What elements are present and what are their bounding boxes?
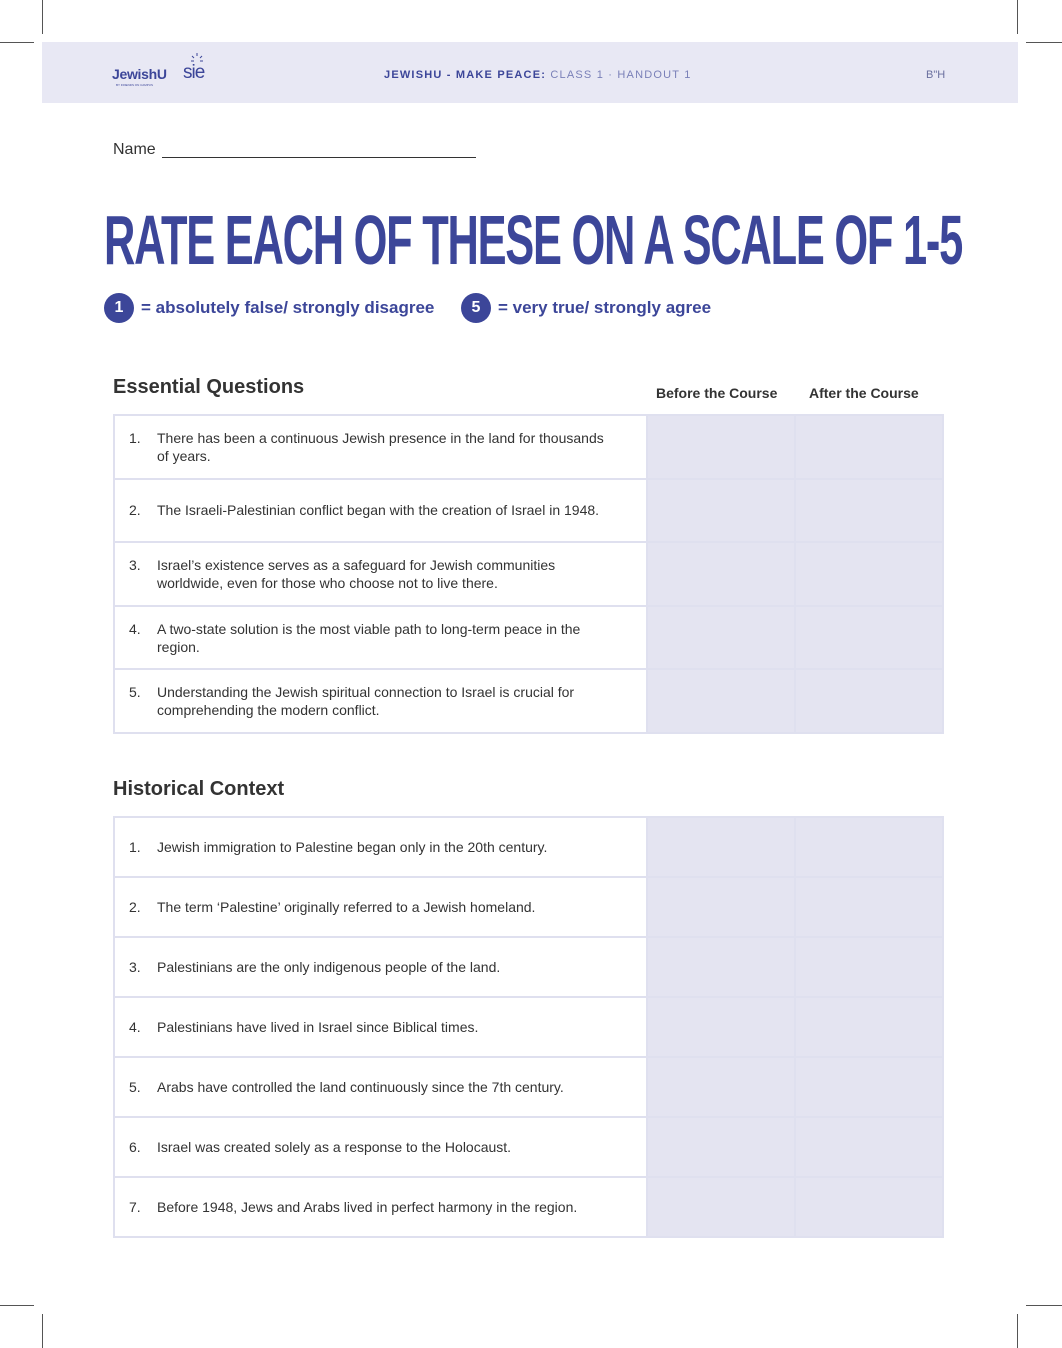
question-text: Israel’s existence serves as a safeguard for Jewish communities worldwide, even for those who choose not to live there. [157,556,556,591]
table-row [114,1177,943,1237]
page-title: RATE EACH OF THESE ON A SCALE OF 1-5 [104,201,962,279]
crop-mark [1017,1314,1018,1348]
rating-before-cell[interactable] [647,1117,795,1177]
question-number: 7. [129,1199,141,1215]
spark-icon [191,53,203,62]
rating-after-cell[interactable] [795,997,943,1057]
crop-mark [1026,42,1062,43]
question-cell [114,1177,647,1237]
question-number: 3. [129,556,141,573]
scale-high-text: = very true/ strongly agree [498,298,712,317]
question-number: 4. [129,620,141,637]
rating-after-cell[interactable] [795,1177,943,1237]
table-row [114,1057,943,1117]
question-number: 5. [129,1079,141,1095]
scale-high-badge: 5 [461,293,491,323]
rating-before-cell[interactable] [647,817,795,877]
section-title-historical-context: Historical Context [113,778,285,800]
question-number: 3. [129,959,141,975]
question-text: Understanding the Jewish spiritual connection to Israel is crucial for comprehending the modern conflict. [157,684,575,719]
name-label: Name [113,141,156,158]
scale-low-legend [104,293,434,323]
question-number: 2. [129,899,141,915]
table-row [114,415,943,479]
question-cell [114,606,647,670]
rating-after-cell[interactable] [795,937,943,997]
rating-before-cell[interactable] [647,479,795,543]
rating-after-cell[interactable] [795,1117,943,1177]
header-band [42,42,1018,103]
question-cell [114,542,647,606]
crop-mark [0,1305,34,1306]
question-number: 1. [129,839,141,855]
column-header-after: After the Course [809,385,919,401]
rating-after-cell[interactable] [795,479,943,543]
table-row [114,937,943,997]
question-number: 5. [129,684,141,701]
question-text: The term ‘Palestine’ originally referred to a Jewish homeland. [157,899,536,915]
jewishu-logo-tagline: BY FRIENDS ON CAMPUS [116,83,153,87]
rating-before-cell[interactable] [647,669,795,733]
table-row [114,1117,943,1177]
question-number: 6. [129,1139,141,1155]
table-row [114,877,943,937]
rating-before-cell[interactable] [647,542,795,606]
handout-title-course: JEWISHU - MAKE PEACE: [384,69,547,81]
table-row [114,817,943,877]
question-cell [114,877,647,937]
rating-before-cell[interactable] [647,415,795,479]
question-cell [114,997,647,1057]
question-text: There has been a continuous Jewish presence in the land for thousands of years. [157,429,604,464]
question-cell [114,415,647,479]
scale-high-legend [461,293,711,323]
question-text: Israel was created solely as a response to the Holocaust. [157,1139,512,1155]
table-row [114,997,943,1057]
rating-after-cell[interactable] [795,817,943,877]
scale-low-badge: 1 [104,293,134,323]
question-cell [114,479,647,543]
handout-title [384,69,692,81]
table-row [114,669,943,733]
rating-before-cell[interactable] [647,877,795,937]
question-number: 1. [129,429,141,446]
jewishu-logo: JewishU [112,66,167,82]
crop-mark [42,1314,43,1348]
rating-after-cell[interactable] [795,542,943,606]
rating-before-cell[interactable] [647,1177,795,1237]
question-cell [114,817,647,877]
sie-logo: sie [183,62,205,83]
table-row [114,542,943,606]
handout-title-class: CLASS 1 · HANDOUT 1 [546,69,692,81]
rating-after-cell[interactable] [795,877,943,937]
question-number: 4. [129,1019,141,1035]
question-cell [114,1057,647,1117]
crop-mark [1017,0,1018,34]
question-text: Before 1948, Jews and Arabs lived in perfect harmony in the region. [157,1199,578,1215]
question-text: The Israeli-Palestinian conflict began with the creation of Israel in 1948. [157,502,600,519]
historical-context-table [113,816,944,1238]
table-row [114,606,943,670]
rating-after-cell[interactable] [795,669,943,733]
question-number: 2. [129,502,141,519]
question-text: Arabs have controlled the land continuously since the 7th century. [157,1079,564,1095]
rating-before-cell[interactable] [647,606,795,670]
column-header-before: Before the Course [656,385,778,401]
rating-before-cell[interactable] [647,1057,795,1117]
question-text: A two-state solution is the most viable path to long-term peace in the region. [157,620,581,655]
question-cell [114,937,647,997]
rating-after-cell[interactable] [795,1057,943,1117]
rating-before-cell[interactable] [647,997,795,1057]
essential-questions-table [113,414,944,734]
scale-low-text: = absolutely false/ strongly disagree [141,298,435,317]
crop-mark [42,0,43,34]
bh-marking: B"H [926,69,946,81]
crop-mark [0,42,34,43]
rating-before-cell[interactable] [647,937,795,997]
table-row [114,479,943,543]
name-field-line[interactable] [162,157,476,158]
question-text: Palestinians are the only indigenous people of the land. [157,959,501,975]
rating-after-cell[interactable] [795,606,943,670]
question-cell [114,669,647,733]
section-title-essential-questions: Essential Questions [113,376,305,398]
question-text: Jewish immigration to Palestine began only in the 20th century. [157,839,548,855]
question-cell [114,1117,647,1177]
rating-after-cell[interactable] [795,415,943,479]
crop-mark [1026,1305,1062,1306]
question-text: Palestinians have lived in Israel since Biblical times. [157,1019,479,1035]
